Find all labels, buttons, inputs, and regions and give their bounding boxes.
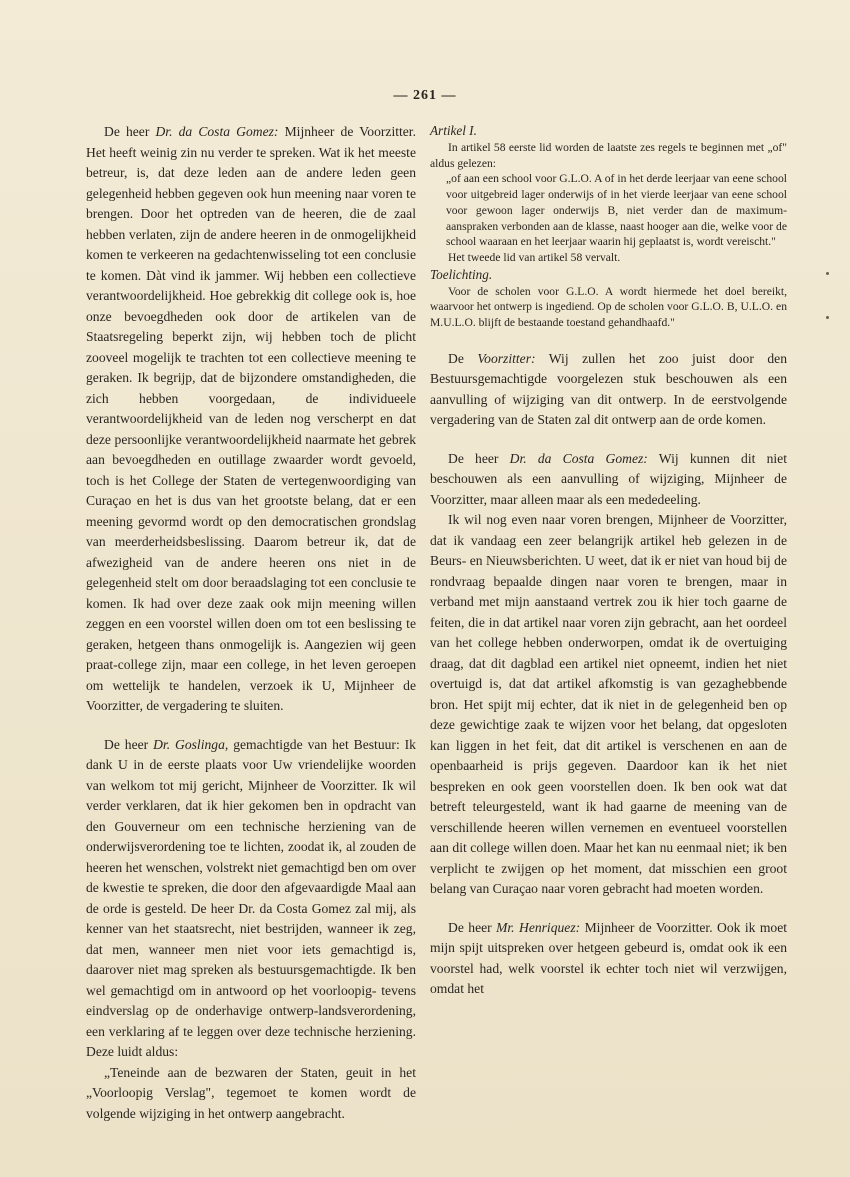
paragraph-goslinga: De heer Dr. Goslinga, gemachtigde van het Bestuur: Ik dank U in de eerste plaats voor Uw vriendelijke woorden van welkom tot mij gericht, Mijnheer de Voorzitter. Ik wil verder verklaren, dat ik hier gekomen ben in opdracht van den Gouverneur om een technische herziening van de onderwijsverordening toe te lichten, zoodat ik, al zouden de heeren het wenschen, volstrekt niet gemachtigd ben om over de kwestie te spreken, die door den afgevaardigde Maal aan de orde is gesteld. De heer Dr. da Costa Gomez zal mij, als kenner van het staatsrecht, niet bestrijden, wanneer ik zeg, dat men, wanneer men niet voor iets gemachtigd is, daarover niet mag spreken als bestuursgemachtigde. Ik ben wel gemachtigd om in antwoord op het voorloopig- tevens eindverslag op de onderhavige ontwerp-landsverordening, een verklaring af te leggen over deze technische herziening. Deze luidt aldus: [86,736,416,1059]
article-quote: „of aan een school voor G.L.O. A of in het derde leerjaar van eene school voor uitgebreid lager onderwijs of in het vierde leerjaar van eene school voor gewoon lager onderwijs B, niet verder dan de maximum-aanspraken verbonden aan de klasse, naast hooger aan die, welke voor de school waaraan en het leerjaar waarin hij geplaatst is, wordt vereischt." [446,172,787,249]
speaker-name: Dr. da Costa Gomez: [509,450,648,466]
article-heading: Artikel I. [430,123,477,138]
speaker-name: Mr. Henriquez: [496,919,581,935]
paragraph-quote-intro: „Teneinde aan de bezwaren der Staten, geuit in het „Voorloopig Verslag", tegemoet te komen wordt de volgende wijziging in het ontwerp aangebracht. [86,1064,416,1121]
article-second: Het tweede lid van artikel 58 vervalt. [448,250,621,264]
right-column [430,122,787,1000]
paragraph-henriquez: De heer Mr. Henriquez: Mijnheer de Voorzitter. Ook ik moet mijn spijt uitspreken over hetgeen gebeurd is, omdat ook ik een voorstel had, welk voorstel ik echter toch niet wil verzwijgen, omdat het [430,919,788,997]
margin-mark [826,272,829,275]
paragraph-da-costa-gomez: De heer Dr. da Costa Gomez: Mijnheer de Voorzitter. Het heeft weinig zin nu verder te spreken. Wat ik het meeste betreur, is, dat deze leden aan de andere leden geen gelegenheid hebben gegeven ook hun meening naar voren te brengen. Door het optreden van de heeren, die de zaal hebben verlaten, zijn de andere heeren in de onmogelijkheid komen te verkeeren na gedachtenwisseling tot een conclusie te komen. Dàt vind ik jammer. Wij hebben een collectieve verantwoordelijkheid. Hoe gebrekkig dit college ook is, hoe onze bevoegdheden ook door de artikelen van de Staatsregeling beperkt zijn, wij hebben toch de plicht zooveel mogelijk te trachten tot een collectieve meening te geraken. Ik begrijp, dat de bijzondere omstandigheden, die zich hebben voorgedaan, de individueele verantwoordelijkheid van de leden nog verscherpt en dat deze persoonlijke verantwoordelijkheid naarmate het gebrek aan bevoegdheden en outillage zwaarder wordt gevoeld, toch is het College der Staten de vertegenwoordiging van Curaçao en het is dus van het grootste belang, dat er een meening gevormd wordt op den democratischen grondslag van meerderheidsbeslissing. Daarom betreur ik, dat de afwezigheid van de andere heeren ons niet in de gelegenheid stelt om door beraadslaging tot een conclusie te komen. Ik had over deze zaak ook mijn meening willen zeggen en een voorstel willen doen om tot een beslissing te geraken, hetgeen thans onmogelijk is. Aangezien wij geen praat-college zijn, maar een college, in het leven geroepen om wettelijk te handelen, verzoek ik U, Mijnheer de Voorzitter, de vergadering te sluiten. [86,124,416,713]
explanation-text: Voor de scholen voor G.L.O. A wordt hiermede het doel bereikt, waarvoor het ontwerp is ingediend. Op de scholen voor G.L.O. B, U.L.O. en M.U.L.O. blijft de bestaande toestand gehandhaafd." [430,284,787,330]
paragraph-da-costa-gomez-3: Ik wil nog even naar voren brengen, Mijnheer de Voorzitter, dat ik vandaag een zeer belangrijk artikel heb gelezen in de Beurs- en Nieuwsberichten. U weet, dat ik er niet van houd bij de rondvraag bepaalde dingen naar voren te brengen, maar in verband met mijn aanstaand vertrek zou ik hier toch gaarne de feiten, die in dat artikel naar voren zijn gebracht, aan het oordeel van het college hebben onderworpen, omdat ik de overtuiging draag, dat dit dagblad een artikel niet opneemt, indien het niet overtuigd is, dat dat artikel afkomstig is van gezaghebbende bron. Het spijt mij echter, dat ik niet in de gelegenheid ben op deze gewichtige zaak te wijzen voor het belang, dat opgesloten kan liggen in het feit, dat dit artikel is verschenen en aan de openbaarheid is prijs gegeven. Daardoor kan ik het niet bespreken en ook geen voorstellen doen. Ik ben ook wat dat betreft teleurgesteld, want ik had gaarne de meening van de verschillende heeren willen vernemen en eventueel voorstellen aan dit college willen doen. Maar het kan nu eenmaal niet; ik ben verplicht te zwijgen op het moment, dat misschien een groot belang van Curaçao naar voren gebracht had moeten worden. [430,512,787,897]
article-block [430,140,787,266]
speaker-name: Voorzitter: [477,350,536,366]
explanation-heading: Toelichting. [430,266,493,282]
paragraph-voorzitter: De Voorzitter: Wij zullen het zoo juist door den Bestuursgemachtigde voorgelezen stuk beschouwen als een aanvulling of wijziging van dit ontwerp. In de eerstvolgende vergadering van de Staten zal dit ontwerp aan de orde komen. [430,350,788,428]
speaker-name: Dr. Goslinga, [153,736,229,752]
page-number: — 261 — [393,88,457,103]
speaker-name: Dr. da Costa Gomez: [155,124,279,139]
article-intro: In artikel 58 eerste lid worden de laatste zes regels te beginnen met „of" aldus gelezen: [430,141,787,170]
margin-mark [826,316,829,319]
left-column [86,122,416,1124]
paragraph-da-costa-gomez-2: De heer Dr. da Costa Gomez: Wij kunnen dit niet beschouwen als een aanvulling of wijziging, Mijnheer de Voorzitter, maar alleen maar als een mededeeling. [430,450,787,507]
